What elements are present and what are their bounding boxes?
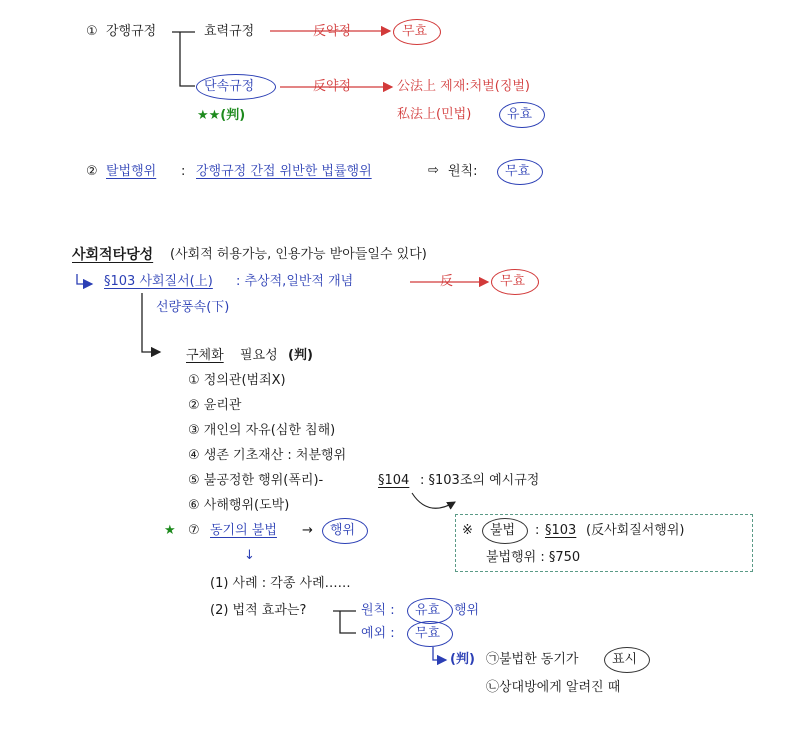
evasion-act: 탈법행위	[106, 164, 157, 179]
principle-label: 원칙 :	[361, 603, 395, 618]
principle-valid: 유효	[415, 603, 441, 618]
item7-illegal-motive: 동기의 불법	[210, 523, 277, 538]
s1-number: ①	[86, 24, 98, 39]
void-2: 무효	[505, 164, 531, 179]
note-illegal: 불법	[490, 523, 516, 538]
void-1: 무효	[402, 24, 428, 39]
principle-tail: 행위	[454, 603, 480, 618]
precedent-mark: (判)	[450, 652, 475, 667]
evasion-desc: 강행규정 간접 위반한 법률행위	[196, 164, 372, 179]
art104-ref: §104	[378, 473, 410, 488]
condition-2: ㉡상대방에게 알려진 때	[486, 680, 621, 695]
valid-1: 유효	[507, 107, 533, 122]
contra-3: 反	[440, 274, 454, 289]
item7-star-icon: ★	[164, 523, 176, 538]
concretize: 구체화	[186, 348, 224, 363]
s1-title: 강행규정	[106, 24, 157, 39]
item7-arrow: →	[302, 523, 313, 538]
list-item-3: ③ 개인의 자유(심한 침해)	[188, 423, 336, 438]
contra-agreement-2: 反약정	[313, 79, 352, 94]
list-item-6: ⑥ 사해행위(도박)	[188, 498, 290, 513]
list-item-4: ④ 생존 기초재산 : 처분행위	[188, 448, 347, 463]
exception-void: 무효	[415, 626, 441, 641]
s2-number: ②	[86, 164, 98, 179]
social-validity-heading: 사회적타당성	[72, 247, 154, 263]
list-item-5: ⑤ 불공정한 행위(폭리)-	[188, 473, 324, 488]
efficacy-rule: 효력규정	[204, 24, 255, 39]
list-item-2: ② 윤리관	[188, 398, 242, 413]
note-colon: :	[535, 523, 540, 538]
art103-social-order: §103 사회질서(上)	[104, 274, 213, 289]
sub-item-1: (1) 사례 : 각종 사례……	[210, 576, 351, 591]
necessity: 필요성	[240, 348, 278, 363]
note-art103: §103	[545, 523, 577, 538]
contra-agreement-1: 反약정	[313, 24, 352, 39]
precedent-stars: ★★(判)	[197, 108, 246, 123]
void-3: 무효	[500, 274, 526, 289]
social-validity-note: (사회적 허용가능, 인용가능 받아들일수 있다)	[170, 247, 427, 262]
hook-art103	[77, 274, 92, 284]
hook-precedent	[433, 647, 446, 660]
list-item-1: ① 정의관(범죄Ⅹ)	[188, 373, 286, 388]
exception-label: 예외 :	[361, 626, 395, 641]
good-morals: 선량풍속(下)	[156, 300, 230, 315]
necessity-precedent: (判)	[288, 348, 313, 363]
private-law: 私法上(민법)	[397, 107, 472, 122]
s2-colon: :	[181, 164, 186, 179]
control-rule: 단속규정	[204, 79, 255, 94]
note-mark: ※	[462, 523, 473, 538]
condition-1-display: 표시	[612, 652, 638, 667]
down-arrow-icon: ↓	[244, 548, 255, 563]
bracket-s1	[172, 32, 195, 86]
sub-item-2: (2) 법적 효과는?	[210, 603, 307, 618]
public-law-sanction: 公法上 제재:처벌(징벌)	[397, 79, 531, 94]
principle-label-s2: 원칙:	[448, 164, 478, 179]
art104-tail: : §103조의 예시규정	[420, 473, 540, 488]
double-arrow-icon: ⇨	[428, 163, 439, 178]
bracket-effect	[333, 611, 356, 633]
item7-number: ⑦	[188, 523, 200, 538]
arrow-to-note	[412, 493, 455, 508]
art103-desc: : 추상적,일반적 개념	[236, 274, 354, 289]
condition-1: ㉠불법한 동기가	[486, 652, 579, 667]
note-art103-tail: (反사회질서행위)	[586, 523, 685, 538]
item7-act: 행위	[330, 523, 356, 538]
note-tort: 불법행위 : §750	[486, 550, 581, 565]
